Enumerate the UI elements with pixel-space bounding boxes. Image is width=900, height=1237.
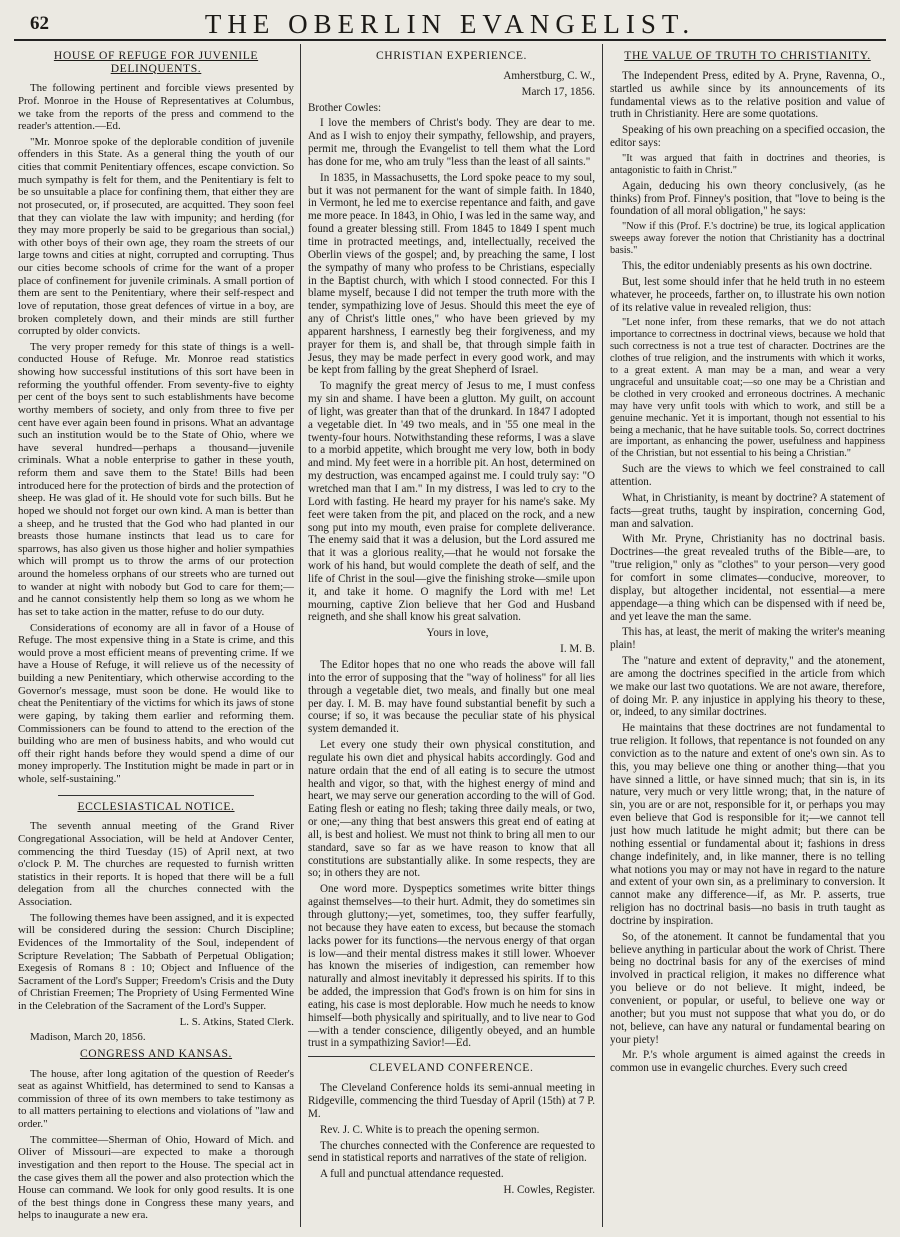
article-paragraph: With Mr. Pryne, Christianity has no doctrinal basis. Doctrines—the great revealed truths of the Bible—are, to "true religion," only as "clothes" to your person—very good for comfort in some climates—conducive, moreover, to display, but altogether incidental, not essential—a mere appendage—a thing which can be dispensed with if need be, and yet leave the man the same. [610, 533, 885, 623]
article-title-christian-experience: CHRISTIAN EXPERIENCE. [375, 49, 528, 62]
article-paragraph: The Independent Press, edited by A. Pryne, Ravenna, O., startled us awhile since by its announcements of its fundamental views as to the relative position and value of truth in Christianity. Here are some quotations. [610, 69, 885, 121]
article-paragraph: Mr. P.'s whole argument is aimed against the creeds in common use in evangelic churches. Every such creed [610, 1049, 885, 1075]
article-paragraph: The very proper remedy for this state of things is a well-conducted House of Refuge. Mr. Monroe read statistics showing how successful institutions of this sort have been in reforming the youthful offender. From seventy-five to eighty per cent of the boys sent to such establishments have become worthy members of society, and only from three to five per cent have ever again been found in prisons. What an advantage such an institution would be to the State of Ohio, where we have several hundred—perhaps a thousand—juvenile criminals. What a noble enterprise to gather in these youth, reform them and save them to the State! Bills had been introduced here for the protection of birds and the protection of sheep. He was glad of it. He should vote for such bills. But he hoped we should not forget our own kind. A man is better than a sheep, and he trusted that the God who had planted in our breasts those humane instincts that lead us to care for sparrows, has also given us those higher and holier sympathies which will prompt us to throw the arms of our protection around the homeless orphans of our streets who are turned out to wander at night with nobody but God to care for them;—and he cannot consistently help them so long as we whom he has set to take action in the matter, refuse to do our duty. [18, 340, 294, 618]
page-number: 62 [30, 13, 49, 34]
article-paragraph: The Cleveland Conference holds its semi-annual meeting in Ridgeville, commencing the third Tuesday of April (15th) at 7 P. M. [308, 1082, 595, 1120]
article-paragraph: The committee—Sherman of Ohio, Howard of Mich. and Oliver of Missouri—are expected to make a thorough investigation and then report to the House. The special act in the case gives them all the power and also protection which the House can command. We look for only good results. It is one of the best things done in Congress these many years, and helps to inaugurate a new era. [18, 1133, 294, 1222]
place-line: Amherstburg, C. W., [503, 69, 595, 82]
closing: Yours in love, [426, 627, 489, 640]
signature: H. Cowles, Register. [503, 1184, 595, 1197]
article-paragraph: What, in Christianity, is meant by doctrine? A statement of facts—great truths, taught by inspiration, concerning God, man and salvation. [610, 491, 885, 530]
article-title-congress-and-kansas: CONGRESS AND KANSAS. [79, 1046, 233, 1060]
column-right [610, 46, 885, 1225]
article-paragraph: Rev. J. C. White is to preach the opening sermon. [320, 1123, 540, 1136]
article-paragraph: The following themes have been assigned, and it is expected will be considered during the session: Church Discipline; Evidences of the Immortality of the Soul, independent of Scripture Revelation; The Sabbath of Perpetual Obligation; Exegesis of Romans 8 : 10; Object and Influence of the Sacrament of the Lord's Supper; Freedom's Crisis and the Duty of Christian Freemen; The Propriety of Using Fermented Wine in the Celebration of the Sacrament of the Lord's Supper. [18, 911, 294, 1012]
article-paragraph: The house, after long agitation of the question of Reeder's seat as against Whitfield, has determined to send to Kansas a commission of three of its own members to take testimony as to all matters pertaining to elections and violations of "law and order." [18, 1067, 294, 1130]
salutation: Brother Cowles: [308, 101, 382, 114]
article-paragraph: The "nature and extent of depravity," and the atonement, are among the doctrines specified in the article from which we make our last two quotations. We are not aware, therefore, of doing Mr. P. any injustice in applying his theory to these, or, indeed, to any similar doctrines. [610, 655, 885, 719]
article-paragraph: This, the editor undeniably presents as his own doctrine. [622, 259, 873, 272]
article-paragraph: So, of the atonement. It cannot be fundamental that you believe anything in particular about the work of Christ. There being no doctrinal basis for any of the exercises of mind involved in practical religion, it makes no difference what you believe or do not believe. It might, indeed, be convenient, or popular, or useful, to believe one way or another; but you must not suppose that what you do, or do not, believe, can have any natural or fundamental bearing on your piety! [610, 930, 885, 1046]
section-rule [58, 795, 254, 796]
article-paragraph: Speaking of his own preaching on a specified occasion, the editor says: [610, 124, 885, 150]
article-paragraph: Such are the views to which we feel constrained to call attention. [610, 463, 885, 489]
masthead [0, 0, 900, 38]
article-title-ecclesiastical-notice: ECCLESIASTICAL NOTICE. [77, 799, 235, 813]
signature: L. S. Atkins, Stated Clerk. [179, 1015, 294, 1028]
article-paragraph: This has, at least, the merit of making the writer's meaning plain! [610, 626, 885, 652]
article-paragraph: But, lest some should infer that he held truth in no esteem whatever, he proceeds, farther on, to illustrate his own notion of its relative value in revealed religion, thus: [610, 275, 885, 314]
article-intro: The following pertinent and forcible views presented by Prof. Monroe in the House of Representatives at Columbus, we take from the reports of the press and commend to the reader's attention.—Ed. [18, 82, 294, 133]
article-paragraph: "Mr. Monroe spoke of the deplorable condition of juvenile offenders in this State. As a general thing the youth of our cities that commit Penitentiary offences, escape conviction. So much sympathy is felt for them, and the Penitentiary is felt to be so unsuitable a place for confining them, that either they are not prosecuted, or, if prosecuted, are acquitted. They soon feel that they can violate the law with impunity; and herding (for they may more properly be said to be gregarious than social,) with other boys of their own age, they roam the streets of our large towns and cities at night, corrupted and corrupting. Thus our cities become schools of crime for the want of a proper place of confinement for juvenile criminals. A small portion of them are sent to the Penitentiary, where their self-respect and love of reputation, those great defences of virtue in a boy, are broken completely down, and their minds are still further corrupted by older convicts. [18, 135, 294, 338]
article-paragraph: Again, deducing his own theory conclusively, (as he thinks) from Prof. Finney's position, that "love to being is the foundation of all moral obligation," he says: [610, 179, 885, 218]
date-line: March 17, 1856. [521, 85, 595, 98]
article-title-value-of-truth: THE VALUE OF TRUTH TO CHRISTIANITY. [624, 49, 871, 62]
article-paragraph: Considerations of economy are all in favor of a House of Refuge. The most expensive thing in a State is crime, and this would prove a most efficient means of preventing crime. If we have a House of Refuge, it will relieve us of the necessity of building a new Penitentiary, which otherwise according to the Governor's message, must soon be done. He would like to cheat the Penitentiary of the victims for which its jaws of stone were gaping, by taking them earlier and reforming them. Commissioners can be found to attend to the erection of the building who are men of business habits, and who would cut off their right hands before they would spend a dime of our money improperly. The Institution might be made in part or in whole, self-sustaining." [18, 621, 294, 785]
column-left [18, 46, 294, 1225]
article-title-house-of-refuge: HOUSE OF REFUGE FOR JUVENILE DELINQUENTS. [53, 49, 259, 75]
article-paragraph: The seventh annual meeting of the Grand River Congregational Association, will be held at Andover Center, commencing the third Tuesday (15) of April next, at two o'clock P. M. The churches are requested to furnish written statistics in their reports. It is hoped that there will be a full delegation from all the churches connected with the Association. [18, 820, 294, 908]
column-divider [300, 44, 301, 1227]
article-paragraph: A full and punctual attendance requested. [320, 1168, 504, 1181]
article-paragraph: He maintains that these doctrines are not fundamental to true religion. It follows, that repentance is not founded on any conviction as to the nature and extent of one's own sin. As to this, you may believe one thing or another thing—that you have sinned a little, or have sinned much; that sin is, in its nature, very much or very little wrong; that, in the nature of sin, you are or are not, responsible for it, or perhaps you may even believe that God is responsible for it;—we cannot tell just how much latitude he might admit; but there can be nothing essential or fundamental about it; fashions in dress change indefinitely, and, in like manner, there is no telling what notions you may or may not have in regard to the nature and extent of your own sin, as a preliminary to conversion. It cannot make any difference—if, as Mr. P. asserts, true religion has no doctrinal basis—no basis in truth taught as doctrine by inspiration. [610, 722, 885, 927]
article-paragraph: In 1835, in Massachusetts, the Lord spoke peace to my soul, but it was not permanent for the want of simple faith. In 1840, in Vermont, he led me to exercise repentance and faith, and gave me more peace. In 1843, in Ohio, I was led in the same way, and found a greater blessing still. From 1845 to 1849 I spent much time in protracted meetings, and, intellectually, received the Oberlin views of the gospel; and, by preaching the same, I lost the sympathy of many who profess to be Christians, especially in the Baptist church, with which I stood connected. For this I blame myself, because I did not temper the truth more with the tender, sympathizing love of Jesus. Should this meet the eye of any of Christ's little ones," who have been grieved by my apparent harshness, I earnestly beg their forgiveness, and my prayer for them is, and shall be, that through simple faith in Jesus, they may be made perfect in every good work, and may be kept from falling by the great Shepherd of Israel. [308, 171, 595, 377]
article-paragraph: To magnify the great mercy of Jesus to me, I must confess my sin and shame. I have been a glutton. My guilt, on account of light, was greater than that of the drunkard. In 1847 I adopted a vegetable diet. In '49 two meals, and in '55 one meal in the twenty-four hours. Notwithstanding these reforms, I was a slave to a morbid appetite, which brought me very low, both in body and mind. My feet were in a horrible pit. An host, determined on my destruction, was encamped against me. I could truly say: "O wretched man that I am." In my distress, I was led to cry to the Lord with fasting. He heard my prayer for his name's sake. My feet were taken from the pit, and placed on the rock, and a new song put into my mouth, even praise for complete deliverance. The enemy said that it was a delusion, but the Lord assured me that it was a glorious reality,—that he would not forsake the work of his hand, but would complete the death of self, and the life of Christ in the soul—give the finishing stroke—smile upon it, and take it home. O magnify the Lord with me! Let mourning, captive Zion believe that her God and Husband reigneth, and she shall know his great salvation. [308, 380, 595, 624]
masthead-rule [14, 39, 886, 41]
article-paragraph: The Editor hopes that no one who reads the above will fall into the error of supposing that the "way of holiness" for all lies through a vegetable diet, two meals, and finally but one meal per day. I. M. B. may have found substantial benefit by such a course; if so, it was because the peculiar state of his physical system demanded it. [308, 658, 595, 736]
column-divider [602, 44, 603, 1227]
article-paragraph: Let every one study their own physical constitution, and regulate his own diet and physical habits accordingly. God and nature ordain that the end of all eating is to secure the utmost health and vigor, so that, with the highest energy of mind and heart, we may serve our generation according to the will of God. Eating flesh or eating no flesh; taking three daily meals, or two, or one;—any thing that best answers this great end of eating at all, is best and holiest. We must not think to bring all men to our standard, save so far as we have reason to know that all constitutions are substantially alike. In some respects, they are so; in others they are not. [308, 739, 595, 880]
initials: I. M. B. [560, 643, 595, 656]
dateline: Madison, March 20, 1856. [30, 1031, 146, 1044]
column-middle [308, 46, 595, 1225]
quotation: "Now if this (Prof. F.'s doctrine) be true, its logical application sweeps away forever the notion that Christianity has a doctrinal basis." [610, 221, 885, 257]
article-paragraph: The churches connected with the Conference are requested to send in statistical reports and narratives of the state of religion. [308, 1139, 595, 1165]
article-title-cleveland-conference: CLEVELAND CONFERENCE. [308, 1056, 595, 1075]
quotation: "It was argued that faith in doctrines and theories, is antagonistic to faith in Christ." [610, 152, 885, 176]
newspaper-title: THE OBERLIN EVANGELIST. [204, 9, 696, 39]
article-paragraph: One word more. Dyspeptics sometimes write bitter things against themselves—to their hurt. Admit, they do sometimes sin through gluttony;—yet, sometimes, too, they suffer fearfully, not because they have eaten to excess, but because the stomach lacks power for its functions—the nervous energy of that organ is low—and their mental distress makes it still lower. Whoever has known the miseries of indigestion, can remember how naturally and almost inevitably it depressed his spirits. If to this be added, the impression that God's frown is on him for sins in eating, his case is most deplorable. How much he needs to know himself—both physically and spiritually, and to live near to God—with a tender conscience, diligently obeyed, and an humble trust in a sympathizing Savior!—Ed. [308, 883, 595, 1050]
quotation: "Let none infer, from these remarks, that we do not attach importance to correctness in doctrinal views, because we hold that such correctness is not a true test of character. Doctrines are the clothes of true religion, and the instruments with which it works, to a great extent. A man may be a man, and wear a very ungraceful and unsuitable coat;—so one may be a Christian and be clothed in very crooked and erroneous doctrines. A mechanic may have very unfit tools with which to work, and still be a genuine mechanic. Yet it is important, though not essential to his being a mechanic, that he have suitable tools. So, correct doctrines are important, as enhancing the power, usefulness and happiness of the Christian, but not essential to his being a Christian." [610, 317, 885, 460]
article-paragraph: I love the members of Christ's body. They are dear to me. And as I wish to enjoy their sympathy, fellowship, and prayers, permit me, through the Evangelist to tell them what the Lord has done for me, who am truly "less than the least of all saints." [308, 117, 595, 168]
